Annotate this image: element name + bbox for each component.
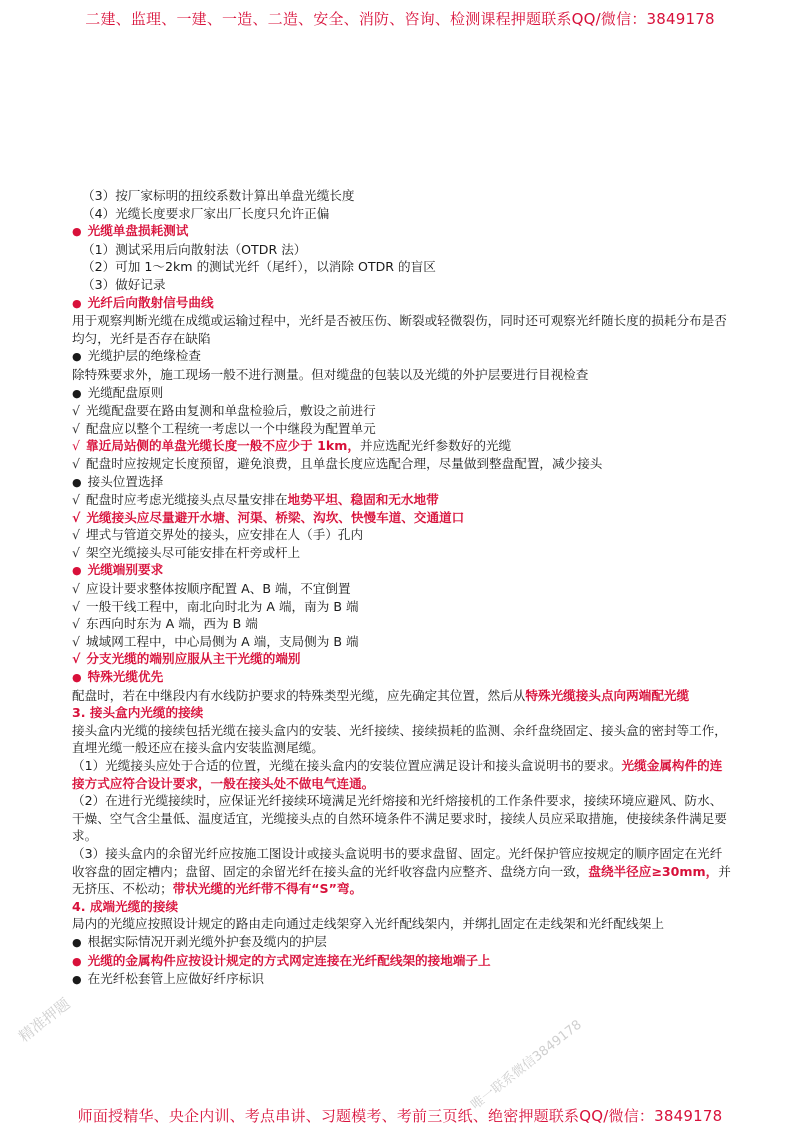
heading-backscatter-curve: ● 光纤后向散射信号曲线 xyxy=(72,294,734,313)
highlight: 特殊光缆接头点向两端配光缆 xyxy=(525,687,690,703)
text-line: （3）做好记录 xyxy=(82,276,166,292)
paragraph: 用于观察判断光缆在成缆或运输过程中，光纤是否被压伤、断裂或轻微裂伤，同时还可观察光纤随长度的损耗分布是否均匀，光纤是否存在缺陷 xyxy=(72,313,727,346)
highlight: 靠近局站侧的单盘光缆长度一般不应少于 1km， xyxy=(86,438,360,454)
paragraph: 除特殊要求外，施工现场一般不进行测量。但对缆盘的包装以及光缆的外护层要进行目视检查 xyxy=(72,366,589,382)
heading-cable-ends: ● 光缆端别要求 xyxy=(72,561,734,580)
heading-otdr-test: ● 光缆单盘损耗测试 xyxy=(72,222,734,241)
highlight: 盘绕半径应≥30mm， xyxy=(588,863,719,879)
heading-special-cable: ● 特殊光缆优先 xyxy=(72,668,734,687)
document-body xyxy=(72,187,734,989)
bullet-item-red: ● 光缆的金属构件应按设计规定的方式网定连接在光纤配线架的接地端子上 xyxy=(72,952,734,971)
check-item: √ 埋式与管道交界处的接头，应安排在人（手）孔内 xyxy=(72,526,734,544)
text-span: （3）接头盒内的余留光纤应按施工图设计或接头盒说明书的要求盘留、固定。光纤保护管应按规定的顺序固定在光纤收容盘的固定槽内；盘留、固定的余留光纤在接头盒的光纤收容盘内应整齐、盘绕方向一致， xyxy=(72,845,723,879)
paragraph xyxy=(72,845,734,898)
check-item: √ 配盘应以整个工程统一考虑以一个中继段为配置单元 xyxy=(72,420,734,438)
text-span: （1）光缆接头应处于合适的位置，光缆在接头盒内的安装位置应满足设计和接头盒说明书的要求。 xyxy=(72,758,622,773)
text-line: （1）测试采用后向散射法（OTDR 法） xyxy=(82,241,307,257)
check-item: √ 东西向时东为 A 端，西为 B 端 xyxy=(72,615,734,633)
check-item xyxy=(72,437,734,455)
highlight: 带状光缆的光纤带不得有“S”弯。 xyxy=(172,881,363,897)
highlight: 地势平坦、稳固和无水地带 xyxy=(287,492,439,508)
highlight: 光缆金属构件的连接方式应符合设计要求，一般在接头处不做电气连通。 xyxy=(72,758,723,791)
paragraph: （2）在进行光缆接续时，应保证光纤接续环境满足光纤熔接和光纤熔接机的工作条件要求，接续环境应避风、防水、干燥、空气含尘量低、温度适宜，光缆接头点的自然环境条件不满足要求时，接续人员应采取措施，使接续条件满足要求。 xyxy=(72,793,727,844)
bullet-item: ● 在光纤松套管上应做好纤序标识 xyxy=(72,970,734,989)
text-line: （2）可加 1～2km 的测试光纤（尾纤），以消除 OTDR 的盲区 xyxy=(82,259,436,275)
watermark-right: 唯一联系微信3849178 xyxy=(468,1017,585,1113)
check-item: √ 一般干线工程中，南北向时北为 A 端，南为 B 端 xyxy=(72,598,734,616)
check-item: √ 光缆配盘要在路由复测和单盘检验后，敷设之前进行 xyxy=(72,402,734,420)
bullet-item: ● 根据实际情况开剥光缆外护套及缆内的护层 xyxy=(72,933,734,952)
heading-reel-allocation: ● 光缆配盘原则 xyxy=(72,384,734,403)
check-item: √ 分支光缆的端别应服从主干光缆的端别 xyxy=(72,650,734,668)
text-span: 并无挤压、不松动； xyxy=(72,863,731,897)
section-heading-4: 4. 成端光缆的接续 xyxy=(72,898,179,914)
bottom-banner: 师面授精华、央企内训、考点串讲、习题模考、考前三页纸、绝密押题联系QQ/微信：3849178 xyxy=(77,1107,723,1125)
text-line: （4）光缆长度要求厂家出厂长度只允许正偏 xyxy=(82,205,330,221)
text-span: 并应选配光纤参数好的光缆 xyxy=(359,438,512,454)
heading-joint-location: ● 接头位置选择 xyxy=(72,473,734,492)
check-item: √ 光缆接头应尽量避开水塘、河渠、桥梁、沟坎、快慢车道、交通道口 xyxy=(72,509,734,527)
text-span: 配盘时应考虑光缆接头点尽量安排在 xyxy=(86,492,288,508)
watermark-left: 精准押题 xyxy=(15,994,74,1046)
paragraph xyxy=(72,687,734,705)
section-heading-3: 3. 接头盒内光缆的接续 xyxy=(72,705,204,721)
text-span: 配盘时，若在中继段内有水线防护要求的特殊类型光缆，应先确定其位置，然后从 xyxy=(72,687,526,703)
top-banner: 二建、监理、一建、一造、二造、安全、消防、咨询、检测课程押题联系QQ/微信：3849178 xyxy=(85,10,715,28)
check-item: √ 应设计要求整体按顺序配置 A、B 端，不宜倒置 xyxy=(72,580,734,598)
paragraph: 局内的光缆应按照设计规定的路由走向通过走线架穿入光纤配线架内，并绑扎固定在走线架和光纤配线架上 xyxy=(72,916,664,932)
paragraph xyxy=(72,757,734,792)
heading-insulation-check: ● 光缆护层的绝缘检查 xyxy=(72,347,734,366)
check-item: √ 架空光缆接头尽可能安排在杆旁或杆上 xyxy=(72,544,734,562)
check-item: √ 配盘时应按规定长度预留，避免浪费，且单盘长度应选配合理，尽量做到整盘配置，减少接头 xyxy=(72,455,734,473)
paragraph: 接头盒内光缆的接续包括光缆在接头盒内的安装、光纤接续、接续损耗的监测、余纤盘绕固定、接头盒的密封等工作，直埋光缆一般还应在接头盒内安装监测尾缆。 xyxy=(72,722,727,756)
text-line: （3）按厂家标明的扭绞系数计算出单盘光缆长度 xyxy=(82,188,355,203)
check-item: √ 城域网工程中，中心局侧为 A 端，支局侧为 B 端 xyxy=(72,633,734,651)
check-item xyxy=(72,491,734,509)
